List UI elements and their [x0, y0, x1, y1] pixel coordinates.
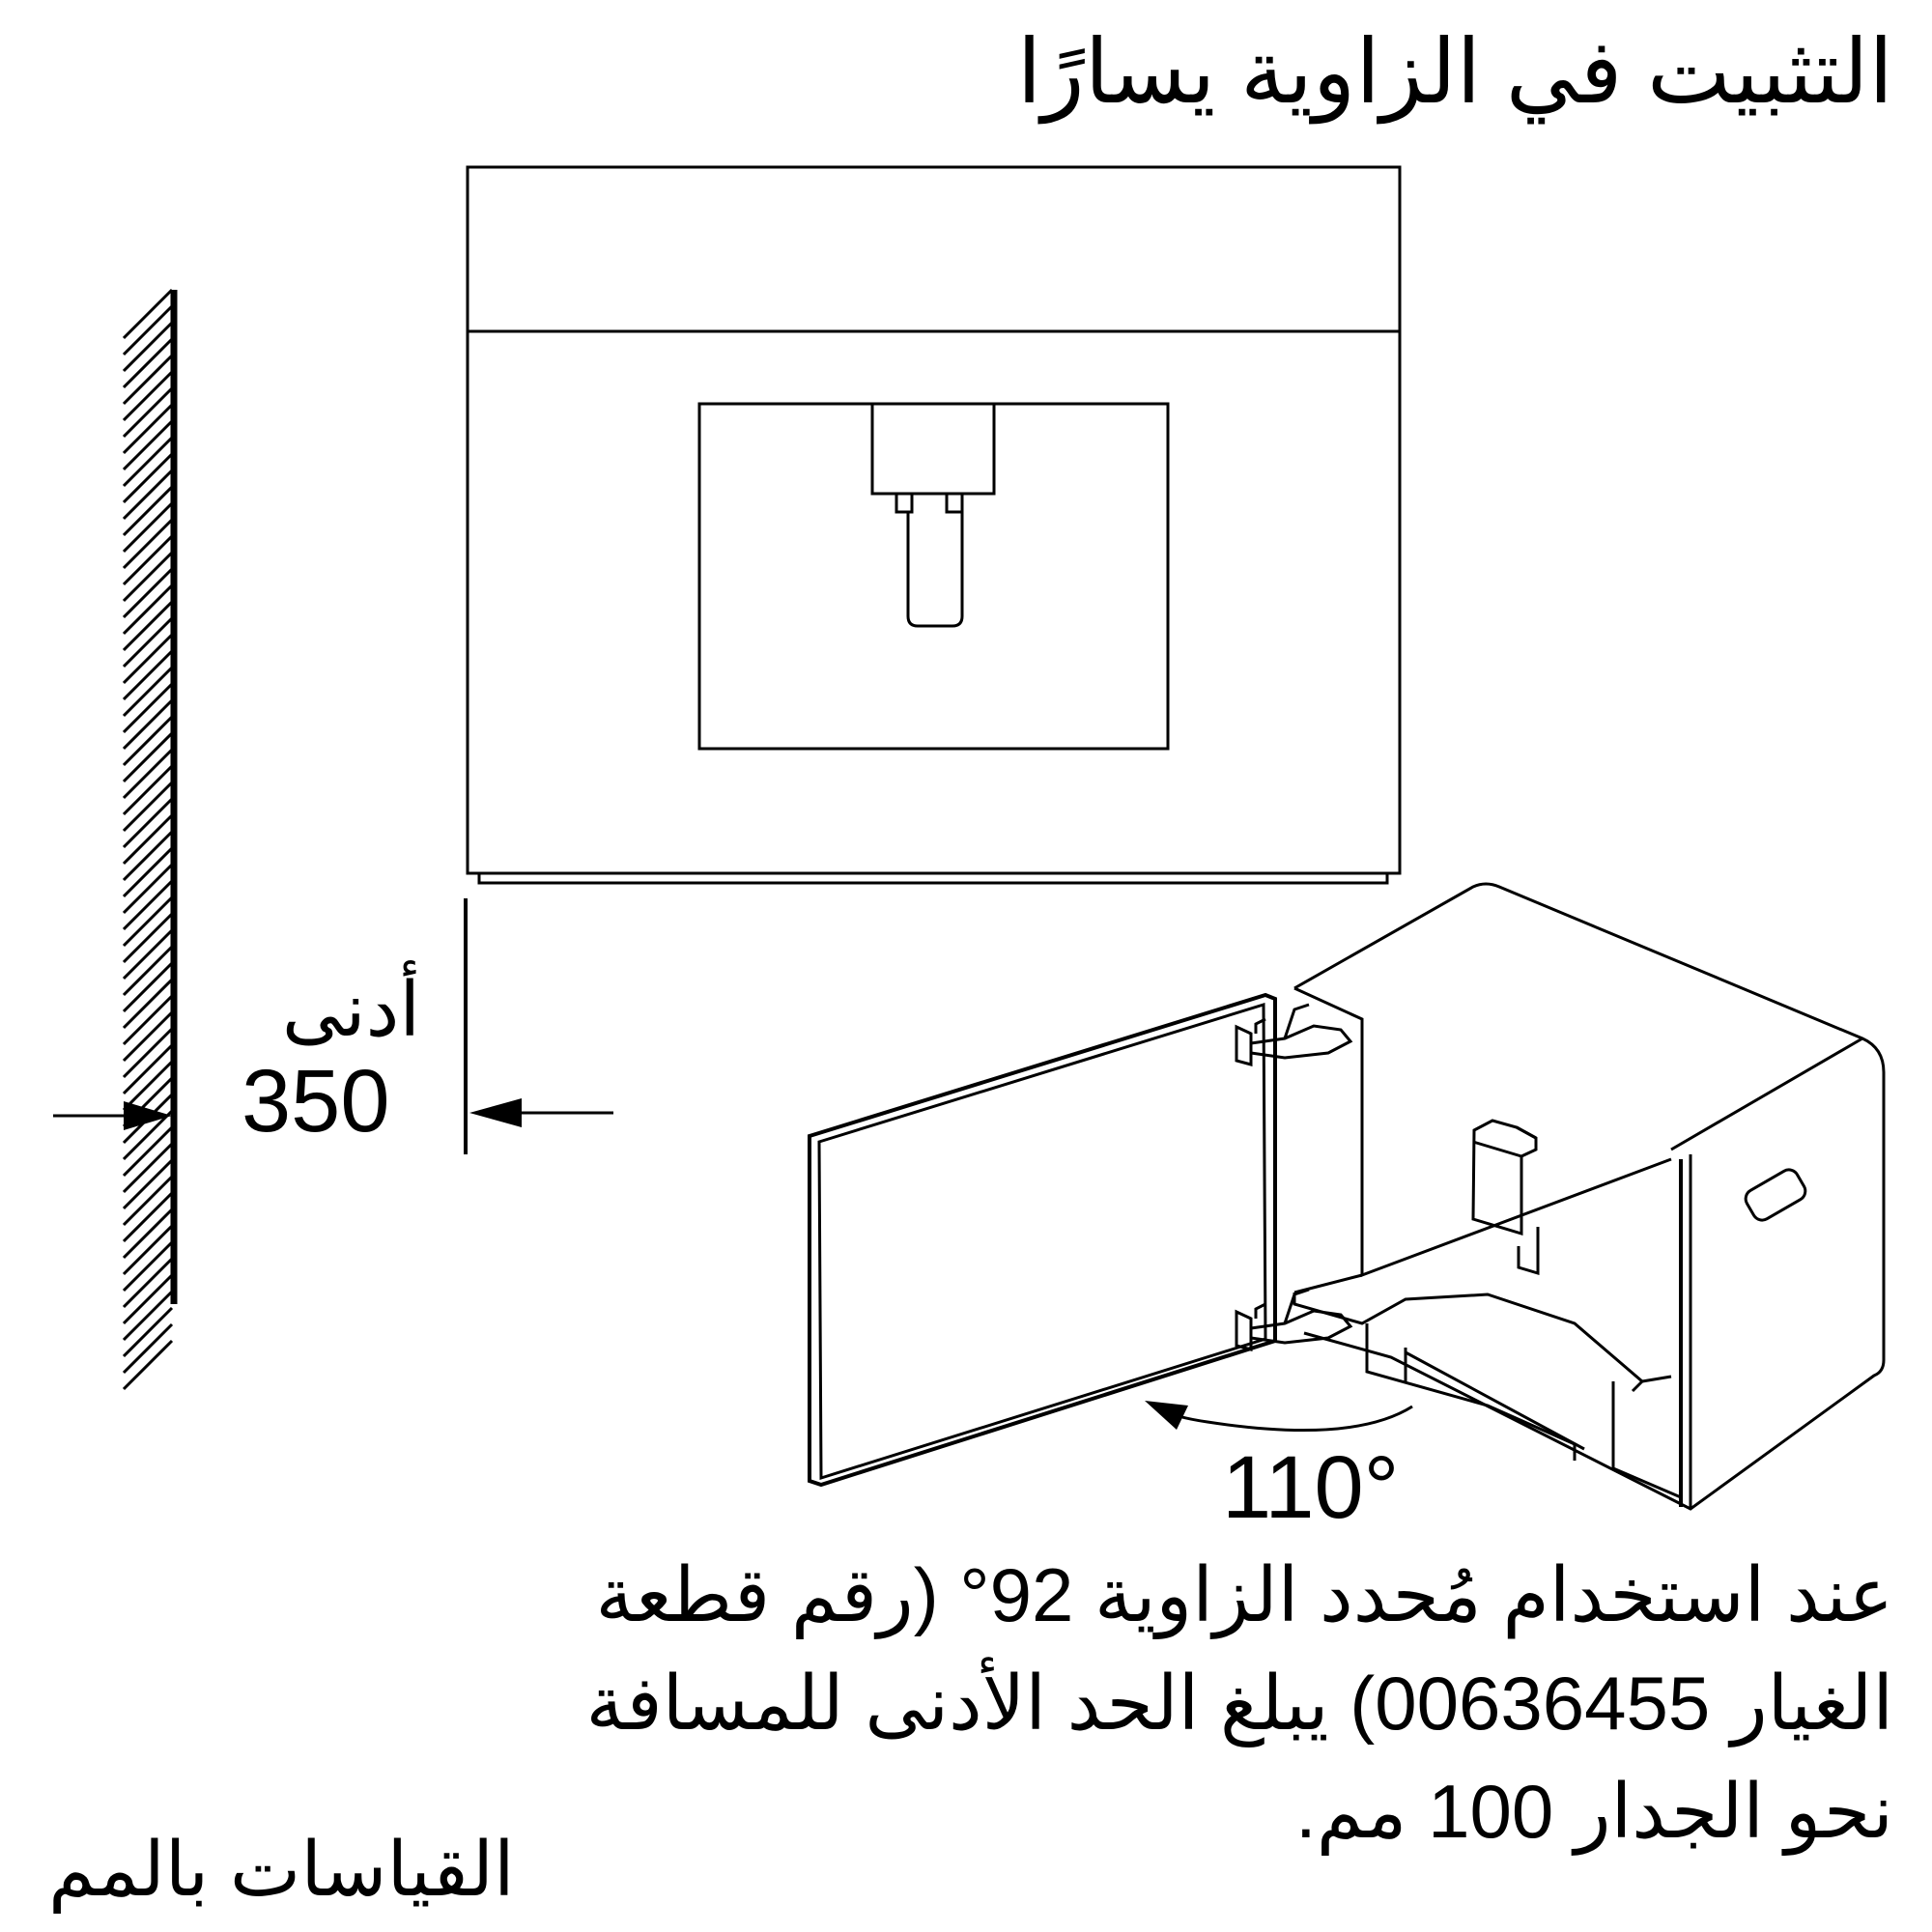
note-line: الغيار 00636455) يبلغ الحد الأدنى للمسافة [585, 1661, 1893, 1746]
dimension-arrow-icon [466, 898, 613, 1154]
clearance-label: أدنى [281, 967, 420, 1052]
note-line: نحو الجدار 100 مم. [1295, 1769, 1893, 1854]
appliance-isometric-view [810, 884, 1884, 1509]
dimension-arrow-icon [53, 1101, 172, 1130]
appliance-front-view [468, 167, 1400, 883]
note-line: عند استخدام مُحدد الزاوية 92° (رقم قطعة [595, 1552, 1893, 1637]
dispenser-unit [1473, 1121, 1536, 1234]
installation-note [464, 1541, 1893, 1865]
upper-hinge [1236, 1005, 1350, 1065]
rotation-arrow-icon [1145, 1401, 1412, 1431]
units-note: القياسات بالمم [48, 1827, 515, 1912]
diagram-title: التثبيت في الزاوية يسارًا [1016, 23, 1893, 122]
open-door [810, 995, 1275, 1485]
dispenser-spout [908, 512, 962, 626]
appliance-body [1294, 884, 1884, 1509]
door-angle-label: 110° [1222, 1438, 1400, 1537]
wall [124, 290, 174, 1389]
clearance-value: 350 [242, 1052, 390, 1151]
brewing-recess [699, 404, 1168, 749]
dispenser-head [872, 404, 994, 494]
side-handle [1743, 1166, 1809, 1223]
wall-hatch-icon [124, 290, 172, 1389]
